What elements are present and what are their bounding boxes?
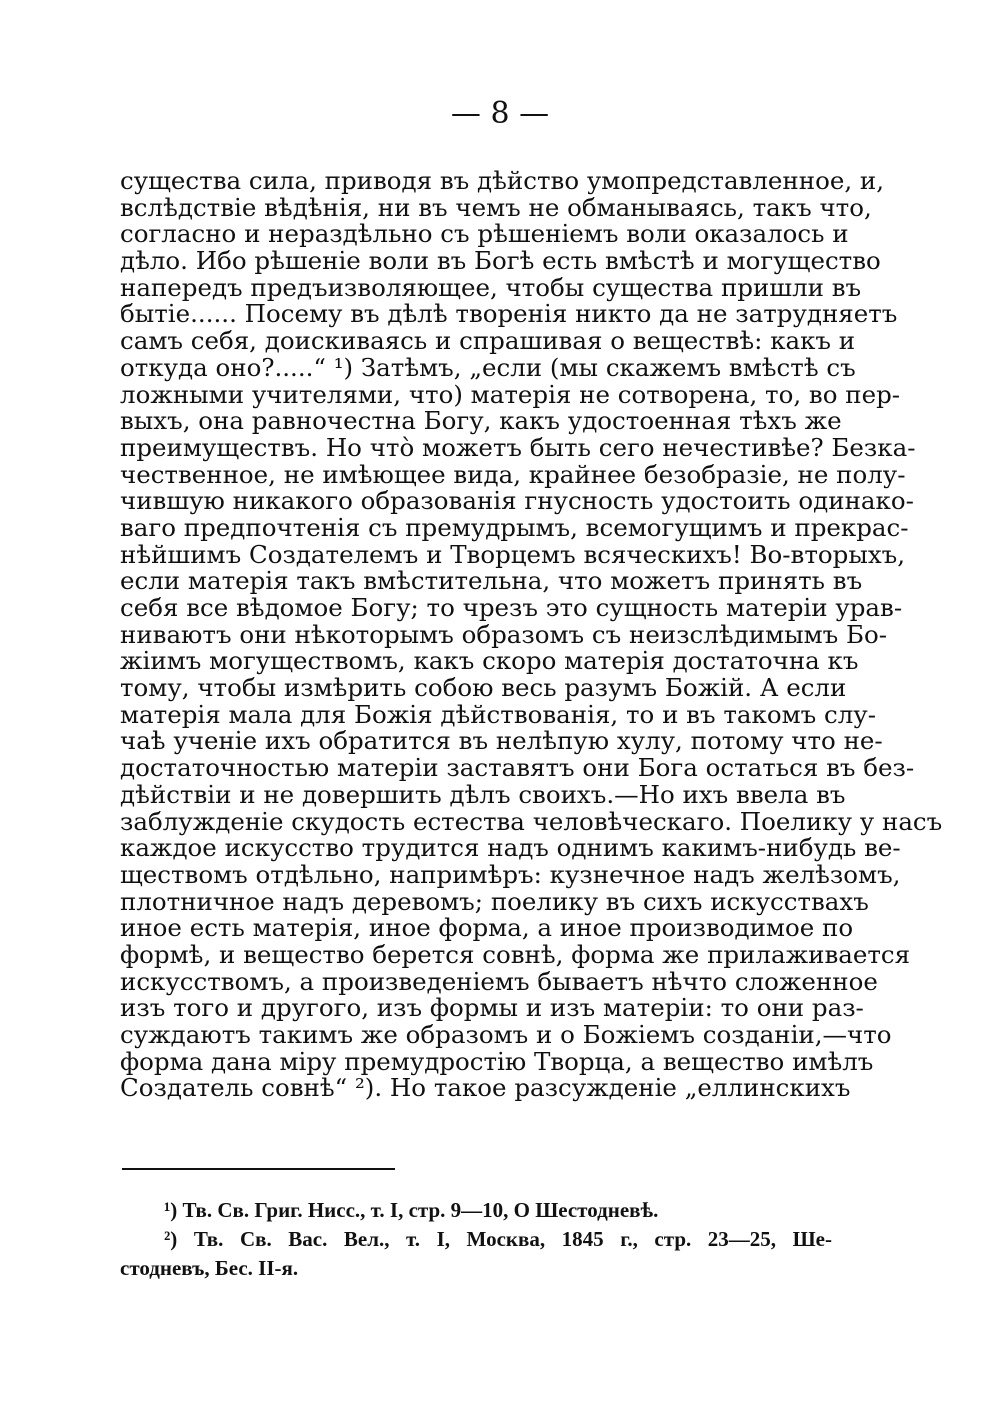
text-line: ниваютъ они нѣкоторымъ образомъ съ неизслѣдимымъ Бо-	[120, 619, 888, 649]
page-number: — 8 —	[450, 96, 550, 131]
text-line: дѣйствіи и не довершить дѣлъ своихъ.—Но ихъ ввела въ	[120, 779, 846, 809]
text-line: если матерія такъ вмѣстительна, что можетъ принять въ	[120, 566, 863, 596]
text-line: дѣло. Ибо рѣшеніе воли въ Богѣ есть вмѣстѣ и могущество	[120, 246, 881, 276]
text-line: каждое искусство трудится надъ однимъ какимъ-нибудь ве-	[120, 833, 901, 863]
text-line: согласно и нераздѣльно съ рѣшеніемъ воли оказалось и	[120, 219, 849, 249]
text-line: матерія мала для Божія дѣйствованія, то и въ такомъ слу-	[120, 699, 876, 729]
footnotes	[120, 1196, 832, 1283]
text-line: нѣйшимъ Создателемъ и Творцемъ всяческихъ! Во-вторыхъ,	[120, 539, 906, 569]
text-line: изъ того и другого, изъ формы и изъ матеріи: то они раз-	[120, 993, 864, 1023]
text-line: заблужденіе скудость естества человѣческаго. Поелику у насъ	[120, 806, 943, 836]
text-line: форма дана міру премудростію Творца, а вещество имѣлъ	[120, 1046, 874, 1076]
text-line: откуда оно?.....“ ¹) Затѣмъ, „если (мы скажемъ вмѣстѣ съ	[120, 352, 856, 382]
text-line: Создатель совнѣ“ ²). Но такое разсужденіе „еллинскихъ	[120, 1073, 851, 1103]
text-line: чественное, не имѣющее вида, крайнее безобразіе, не полу-	[120, 459, 906, 489]
text-line: напередъ предъизволяющее, чтобы существа пришли въ	[120, 272, 862, 302]
text-line: существа сила, приводя въ дѣйство умопредставленное, и,	[120, 166, 885, 195]
footnote-2-line-2: стодневъ, Бес. II-я.	[120, 1256, 299, 1280]
text-line: себя все вѣдомое Богу; то чрезъ это сущность матеріи урав-	[120, 593, 903, 622]
text-line: ваго предпочтенія съ премудрымъ, всемогущимъ и прекрас-	[120, 512, 909, 542]
text-line: суждаютъ такимъ же образомъ и о Божіемъ созданіи,—что	[120, 1020, 892, 1049]
text-line: вслѣдствіе вѣдѣнія, ни въ чемъ не обманываясь, такъ что,	[120, 192, 872, 222]
text-line: чаѣ ученіе ихъ обратится въ нелѣпую хулу, потому что не-	[120, 726, 883, 756]
text-line: искусствомъ, а произведеніемъ бываетъ нѣчто сложенное	[120, 966, 878, 996]
text-line: чившую никакого образованія гнусность удостоить одинако-	[120, 486, 914, 516]
text-line: тому, чтобы измѣрить собою весь разумъ Божій. А если	[120, 673, 847, 703]
footnote-2-line-1: ²) Тв. Св. Вас. Вел., т. I, Москва, 1845 г., стр. 23—25, Ше-	[164, 1227, 832, 1251]
text-line: самъ себя, доискиваясь и спрашивая о веществѣ: какъ и	[120, 326, 856, 356]
body-text	[120, 166, 943, 1103]
text-line: плотничное надъ деревомъ; поелику въ сихъ искусствахъ	[120, 886, 869, 916]
footnote-divider	[122, 1168, 395, 1170]
footnote-1: ¹) Тв. Св. Григ. Нисс., т. I, стр. 9—10, О Шестодневѣ.	[164, 1198, 659, 1222]
text-line: бытіе...... Посему въ дѣлѣ творенія никто да не затрудняетъ	[120, 299, 898, 329]
text-line: иное есть матерія, иное форма, а иное производимое по	[120, 913, 854, 943]
text-line: формѣ, и вещество берется совнѣ, форма же прилаживается	[120, 939, 911, 969]
text-line: ложными учителями, что) матерія не сотворена, то, во пер-	[120, 379, 901, 409]
text-line: выхъ, она равночестна Богу, какъ удостоенная тѣхъ же	[120, 406, 842, 436]
text-line: ществомъ отдѣльно, напримѣръ: кузнечное надъ желѣзомъ,	[120, 859, 901, 889]
text-line: жіимъ могуществомъ, какъ скоро матерія достаточна къ	[120, 646, 859, 676]
text-line: достаточностью матеріи заставятъ они Бога остаться въ без-	[120, 753, 915, 783]
text-line: преимуществъ. Но что̀ можетъ быть сего нечестивѣе? Безка-	[120, 432, 916, 462]
